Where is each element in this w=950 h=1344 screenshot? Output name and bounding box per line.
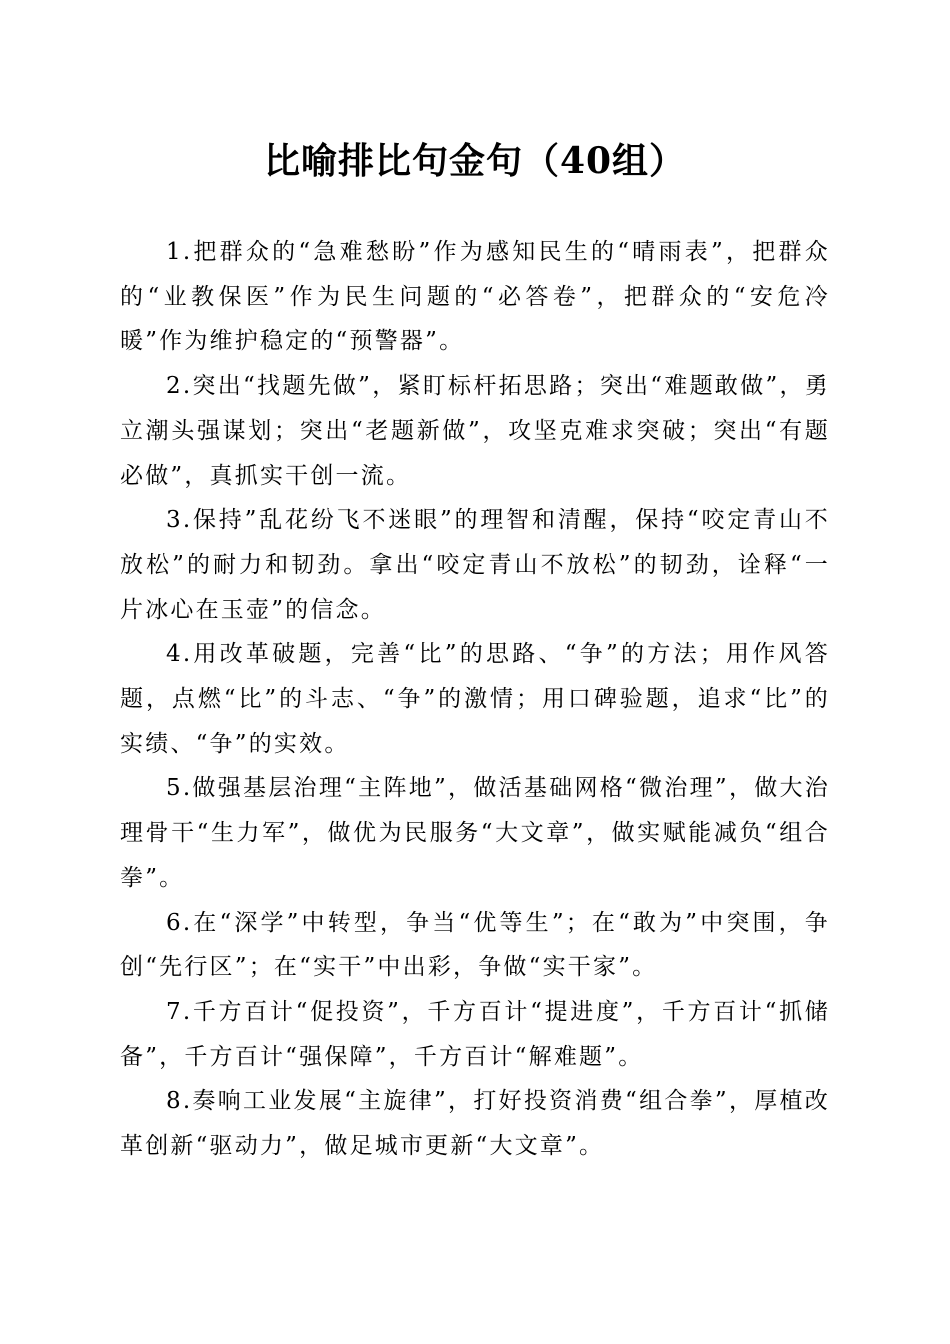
paragraph-6: 6.在“深学”中转型，争当“优等生”；在“敢为”中突围，争创“先行区”；在“实干”中出彩，争做“实干家”。: [120, 909, 830, 981]
paragraph-5: 5.做强基层治理“主阵地”，做活基础网格“微治理”，做大治理骨干“生力军”，做优为民服务“大文章”，做实赋能减负“组合拳”。: [120, 775, 830, 891]
paragraph-4: 4.用改革破题，完善“比”的思路、“争”的方法；用作风答题，点燃“比”的斗志、“争”的激情；用口碑验题，追求“比”的实绩、“争”的实效。: [120, 641, 830, 757]
paragraph-8: 8.奏响工业发展“主旋律”，打好投资消费“组合拳”，厚植改革创新“驱动力”，做足城市更新“大文章”。: [120, 1088, 830, 1160]
page-title: 比喻排比句金句（40组）: [263, 140, 687, 182]
paragraph-1: 1.把群众的“急难愁盼”作为感知民生的“晴雨表”，把群众的“业教保医”作为民生问题的“必答卷”，把群众的“安危冷暖”作为维护稳定的“预警器”。: [120, 239, 830, 355]
document-body: [120, 230, 830, 1169]
paragraph-3: 3.保持”乱花纷飞不迷眼”的理智和清醒，保持“咬定青山不放松”的耐力和韧劲。拿出“咬定青山不放松”的韧劲，诠释“一片冰心在玉壶”的信念。: [120, 507, 830, 623]
paragraph-7: 7.千方百计“促投资”，千方百计“提进度”，千方百计“抓储备”，千方百计“强保障”，千方百计“解难题”。: [120, 998, 830, 1070]
paragraph-2: 2.突出“找题先做”，紧盯标杆拓思路；突出“难题敢做”，勇立潮头强谋划；突出“老题新做”，攻坚克难求突破；突出“有题必做”，真抓实干创一流。: [120, 373, 830, 489]
